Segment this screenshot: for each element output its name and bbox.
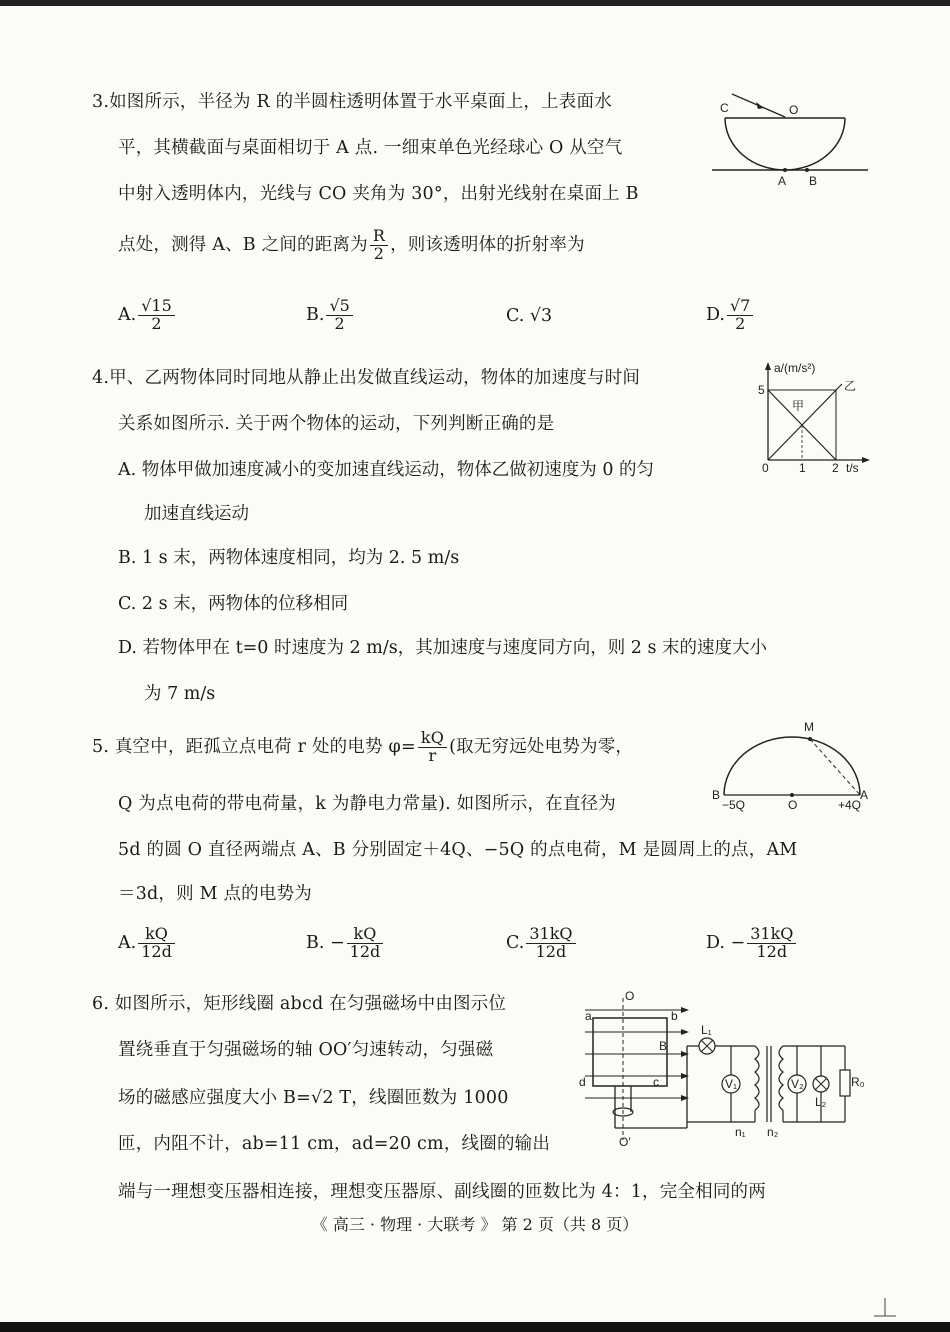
q3-line4-post: ，则该透明体的折射率为 xyxy=(390,234,585,255)
q3-fig-label-c: C xyxy=(720,101,729,115)
q6-fig-label-n2: n₂ xyxy=(767,1125,779,1139)
q3-fig-label-a: A xyxy=(778,174,787,188)
q4-option-d-line1[interactable]: D. 若物体甲在 t=0 时速度为 2 m/s，其加速度与速度同方向，则 2 s 末的速度大小 xyxy=(118,638,768,658)
q6-line1: 6. 如图所示，矩形线圈 abcd 在匀强磁场中由图示位 xyxy=(92,994,507,1014)
q6-line3: 场的磁感应强度大小 B=√2 T，线圈匝数为 1000 xyxy=(118,1088,509,1108)
q4-option-d-line2: 为 7 m/s xyxy=(144,684,216,704)
top-border xyxy=(0,0,950,6)
q4-option-b[interactable]: B. 1 s 末，两物体速度相同，均为 2. 5 m/s xyxy=(118,548,460,568)
q5-fraction: $\frac{kQ}{r}$ xyxy=(418,730,447,765)
q5-fig-label-minus5q: −5Q xyxy=(722,798,746,812)
q4-fig-y5: 5 xyxy=(758,383,765,397)
q4-fig-x2: 2 xyxy=(832,461,839,475)
q5-option-c[interactable]: C. $\frac{31kQ}{12d}$ xyxy=(506,926,578,961)
q4-fig-xlabel: t/s xyxy=(846,461,859,475)
q5-line1: 5. 真空中，距孤立点电荷 r 处的电势 φ= $\frac{kQ}{r}$ (取无穷远处电势为零， xyxy=(92,728,634,765)
corner-mark xyxy=(870,1296,900,1320)
q3-fig-label-o: O xyxy=(789,103,799,117)
q6-fig-label-b: b xyxy=(671,1009,678,1023)
q4-figure-acceleration-graph xyxy=(752,360,877,478)
q3-line4 xyxy=(118,228,585,263)
q3-fraction: $\frac{R}{2}$ xyxy=(370,228,388,263)
q4-fig-ylabel: a/(m/s²) xyxy=(774,361,816,375)
bottom-border xyxy=(0,1322,950,1332)
q6-fig-label-n1: n₁ xyxy=(735,1125,746,1139)
q6-fig-label-v2: V₂ xyxy=(791,1077,804,1091)
q3-option-a[interactable]: A. $\frac{√15}{2}$ xyxy=(118,298,177,333)
q4-fig-label-jia: 甲 xyxy=(792,399,805,413)
q6-fig-label-r0: R₀ xyxy=(851,1075,865,1089)
q5-fig-label-o: O xyxy=(788,798,798,812)
q6-fig-label-d: d xyxy=(579,1075,586,1089)
q4-option-c[interactable]: C. 2 s 末，两物体的位移相同 xyxy=(118,594,349,614)
q6-fig-label-field-b: B xyxy=(659,1039,668,1053)
q5-option-a[interactable]: A. $\frac{kQ}{12d}$ xyxy=(118,926,177,961)
q5-fig-label-b: B xyxy=(712,788,721,802)
q5-line3: 5d 的圆 O 直径两端点 A、B 分别固定＋4Q、−5Q 的点电荷，M 是圆周上的点，AM xyxy=(118,840,798,860)
q5-fig-label-plus4q: +4Q xyxy=(838,798,862,812)
q5-option-d[interactable]: D. − $\frac{31kQ}{12d}$ xyxy=(706,926,798,961)
q5-line2: Q 为点电荷的带电荷量，k 为静电力常量). 如图所示，在直径为 xyxy=(118,794,616,814)
q3-line2: 平，其横截面与桌面相切于 A 点. 一细束单色光经球心 O 从空气 xyxy=(118,138,623,158)
q3-line1: 3.如图所示，半径为 R 的半圆柱透明体置于水平桌面上，上表面水 xyxy=(92,92,612,112)
q6-line2: 置绕垂直于匀强磁场的轴 OO′匀速转动，匀强磁 xyxy=(118,1040,494,1060)
q4-fig-label-yi: 乙 xyxy=(844,379,857,393)
q3-fig-label-b: B xyxy=(809,174,818,188)
page-footer: 《 高三 · 物理 · 大联考 》 第 2 页（共 8 页） xyxy=(311,1215,639,1234)
q4-line1: 4.甲、乙两物体同时同地从静止出发做直线运动，物体的加速度与时间 xyxy=(92,368,641,388)
q4-fig-x1: 1 xyxy=(799,461,806,475)
q3-line4-pre: 点处，测得 A、B 之间的距离为 xyxy=(118,234,368,255)
q5-line4: ＝3d，则 M 点的电势为 xyxy=(118,884,312,904)
q6-line4: 匝，内阻不计，ab=11 cm，ad=20 cm，线圈的输出 xyxy=(118,1134,551,1154)
q6-fig-label-l1: L₁ xyxy=(701,1023,712,1037)
q6-fig-label-a: a xyxy=(585,1009,592,1023)
q5-option-b[interactable]: B. − $\frac{kQ}{12d}$ xyxy=(306,926,385,961)
q5-figure-semicircle xyxy=(710,715,870,815)
q4-fig-x0: 0 xyxy=(762,461,769,475)
q5-fig-label-a: A xyxy=(860,788,869,802)
q6-fig-label-o: O xyxy=(625,989,635,1003)
q3-figure-semicylinder xyxy=(712,80,872,190)
q6-fig-label-v1: V₁ xyxy=(725,1077,738,1091)
q6-fig-label-c: c xyxy=(653,1075,659,1089)
q6-fig-label-oprime: O′ xyxy=(619,1135,631,1149)
q3-line3: 中射入透明体内，光线与 CO 夹角为 30°，出射光线射在桌面上 B xyxy=(118,184,639,204)
q6-figure-generator-circuit xyxy=(575,990,865,1165)
q5-fig-label-m: M xyxy=(804,720,814,734)
q4-option-a-line1[interactable]: A. 物体甲做加速度减小的变加速直线运动，物体乙做初速度为 0 的匀 xyxy=(118,460,655,480)
q3-option-c[interactable]: C. √3 xyxy=(506,306,553,326)
q3-option-b[interactable]: B. $\frac{√5}{2}$ xyxy=(306,298,355,333)
q4-line2: 关系如图所示. 关于两个物体的运动，下列判断正确的是 xyxy=(118,414,555,434)
q4-option-a-line2: 加速直线运动 xyxy=(144,504,249,524)
q6-line5: 端与一理想变压器相连接，理想变压器原、副线圈的匝数比为 4：1，完全相同的两 xyxy=(118,1182,766,1202)
q3-option-d[interactable]: D. $\frac{√7}{2}$ xyxy=(706,298,755,333)
q6-fig-label-l2: L₂ xyxy=(815,1095,827,1109)
